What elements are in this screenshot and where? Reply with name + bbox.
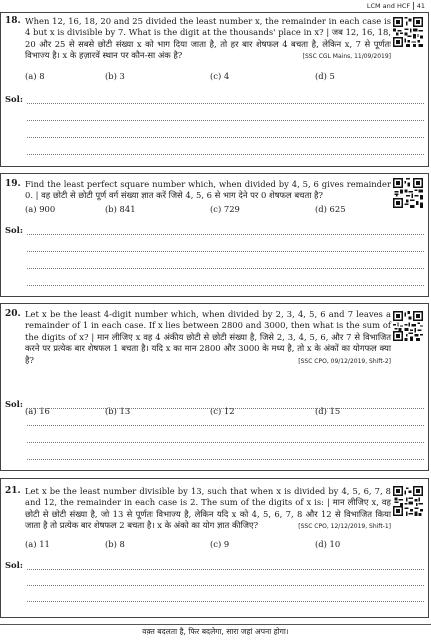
option-b[interactable]: (b) 13 — [105, 406, 131, 416]
solution-line — [27, 251, 424, 252]
question-body: Let x be the least 4-digit number which, when divided by 2, 3, 4, 5, 6 and 7 leaves a remainder of 1 in each case. If x lies between 2800 and 3000, then what is the sum of the digits of x? | मान लीजिए x वह 4 अंकीय छोटी से छोटी संख्या है, जिसे 2, 3, 4, 5, 6, और 7 से विभाजित करने पर प्रत्येक बार शेषफल 1 बचता है। यदि x का मान 2800 और 3000 के मध्य है, तो x के अंकों का योगफल क्या है? — [25, 309, 391, 365]
solution-label: Sol: — [5, 94, 23, 104]
solution-line — [27, 154, 424, 155]
solution-line — [27, 285, 424, 286]
qr-code-icon[interactable] — [393, 486, 423, 516]
question-number: 19. — [5, 179, 21, 189]
question-source: [SSC CPO, 12/12/2019, Shift-1] — [298, 523, 391, 531]
solution-label: Sol: — [5, 560, 23, 570]
question-body: Find the least perfect square number which, when divided by 4, 5, 6 gives remainder 0. | वह छोटी से छोटी पूर्ण वर्ग संख्या ज्ञात करें जिसे 4, 5, 6 से भाग देने पर 0 शेषफल बचता है? — [25, 179, 391, 201]
question-card-21 — [0, 478, 429, 618]
option-d[interactable]: (d) 5 — [315, 71, 335, 81]
qr-code-icon[interactable] — [393, 17, 423, 47]
option-c[interactable]: (c) 9 — [210, 539, 230, 549]
solution-line — [27, 137, 424, 138]
solution-line — [27, 103, 424, 104]
solution-line — [27, 442, 424, 443]
solution-line — [27, 268, 424, 269]
question-text — [25, 179, 391, 202]
solution-label: Sol: — [5, 399, 23, 409]
option-b[interactable]: (b) 3 — [105, 71, 125, 81]
page-number: 41 — [416, 2, 425, 10]
header-divider — [413, 2, 414, 10]
options-row — [25, 538, 341, 550]
question-card-18 — [0, 12, 429, 167]
solution-line — [27, 408, 424, 409]
solution-line — [27, 585, 424, 586]
question-number: 18. — [5, 16, 21, 26]
qr-code-icon[interactable] — [393, 311, 423, 341]
question-card-20 — [0, 303, 429, 471]
solution-line — [27, 234, 424, 235]
question-text — [25, 16, 391, 63]
option-b[interactable]: (b) 8 — [105, 539, 125, 549]
question-card-19 — [0, 173, 429, 297]
solution-line — [27, 601, 424, 602]
option-c[interactable]: (c) 729 — [210, 204, 240, 214]
question-number: 21. — [5, 486, 21, 496]
question-body: Let x be the least number divisible by 13, such that when x is divided by 4, 5, 6, 7, 8 and 12, the remainder in each case is 2. The sum of the digits of x is: | मान लीजिए x, वह छोटी से छोटी संख्या है, जो 13 से पूर्णतः विभाज्य है, लेकिन यदि x को 4, 5, 6, 7, 8 और 12 से विभाजित किया जाता है तो प्रत्येक बार शेषफल 2 बचता है। x के अंको का योग ज्ञात कीजिए? — [25, 486, 391, 531]
option-c[interactable]: (c) 4 — [210, 71, 230, 81]
options-row — [25, 70, 335, 82]
question-text — [25, 486, 391, 533]
solution-line — [27, 425, 424, 426]
qr-code-icon[interactable] — [393, 178, 423, 208]
option-d[interactable]: (d) 15 — [315, 406, 341, 416]
question-source: [SSC CPO, 09/12/2019, Shift-2] — [298, 357, 391, 365]
chapter-title: LCM and HCF — [366, 2, 411, 10]
option-d[interactable]: (d) 10 — [315, 539, 341, 549]
solution-line — [27, 569, 424, 570]
footer-motto: वक़्त बदलता है, फिर बदलेगा, सारा जहां अपना होगा। — [0, 624, 431, 639]
solution-line — [27, 120, 424, 121]
option-c[interactable]: (c) 12 — [210, 406, 235, 416]
option-a[interactable]: (a) 8 — [25, 71, 45, 81]
question-source: [SSC CGL Mains, 11/09/2019] — [302, 53, 391, 61]
question-body: When 12, 16, 18, 20 and 25 divided the least number x, the remainder in each case is 4 but x is divisible by 7. What is the digit at the thousands' place in x? | जब 12, 16, 18, 20 और 25 से सबसे छोटी संख्या x को भाग दिया जाता है, तो हर बार शेषफल 4 बचता है, लेकिन x, 7 से पूर्णतः विभाज्य है। x के हज़ारवें स्थान पर कौन-सा अंक है? — [25, 16, 391, 61]
question-text — [25, 309, 391, 367]
option-b[interactable]: (b) 841 — [105, 204, 136, 214]
option-a[interactable]: (a) 11 — [25, 539, 50, 549]
solution-line — [27, 459, 424, 460]
option-d[interactable]: (d) 625 — [315, 204, 346, 214]
option-a[interactable]: (a) 16 — [25, 406, 50, 416]
option-a[interactable]: (a) 900 — [25, 204, 56, 214]
page-header — [367, 0, 425, 12]
question-number: 20. — [5, 309, 21, 319]
options-row — [25, 203, 346, 215]
solution-label: Sol: — [5, 225, 23, 235]
options-row — [25, 405, 341, 417]
